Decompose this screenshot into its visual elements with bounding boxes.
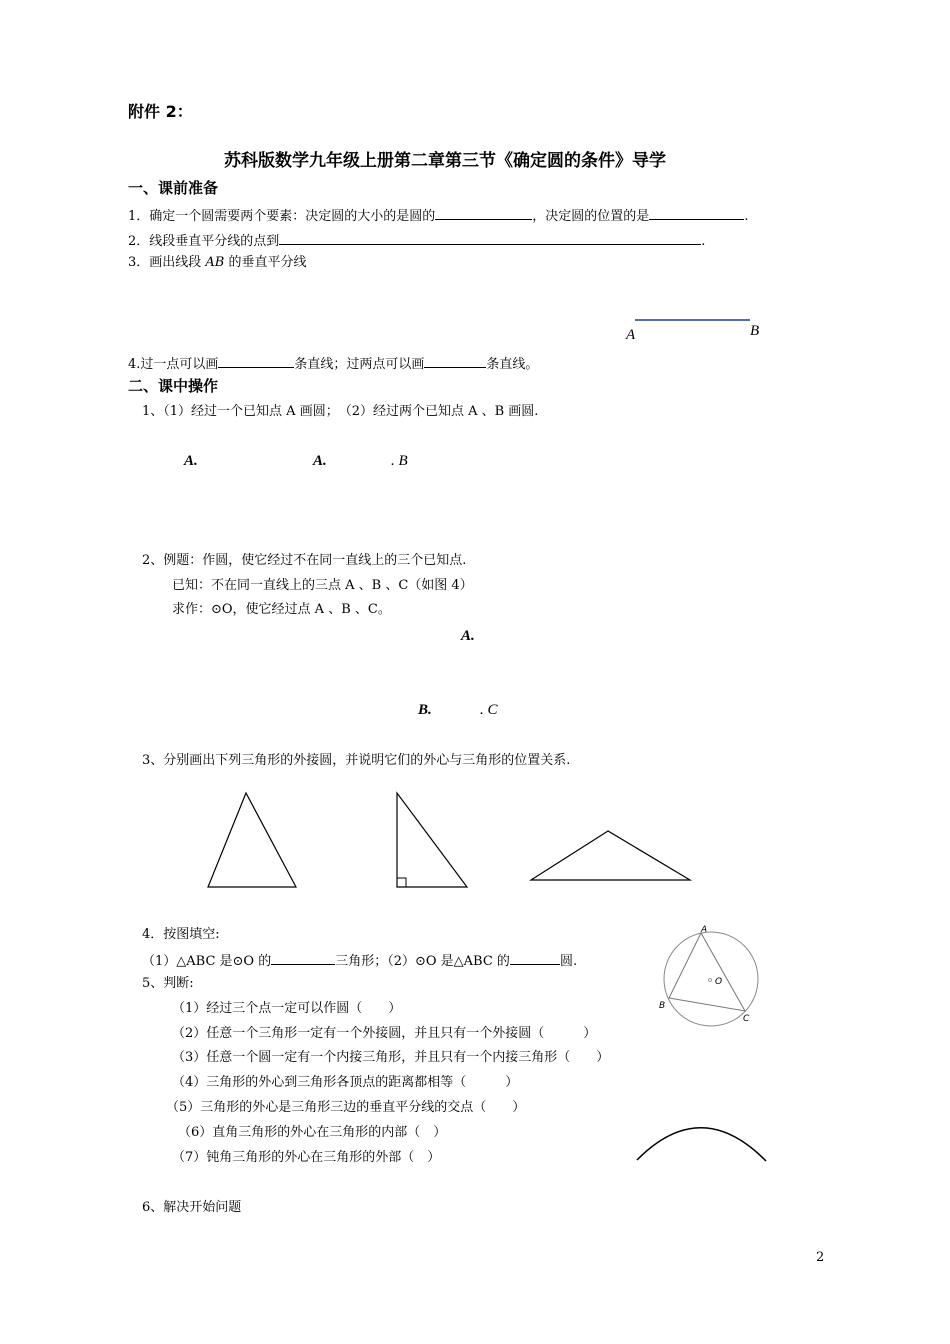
- example-point-b: B.: [418, 702, 432, 718]
- segment-label-a: A: [626, 327, 636, 343]
- item-4-part-a: （1）△ABC 是⊙O 的: [142, 954, 272, 969]
- item1-point-a2: A.: [313, 453, 327, 469]
- center-point-o: [709, 979, 712, 982]
- question-3-part-a: 3．画出线段: [128, 255, 206, 270]
- item-4: 4．按图填空:: [142, 927, 220, 942]
- inscribed-triangle: [669, 933, 745, 1011]
- obtuse-triangle: [531, 831, 690, 880]
- question-3-segment-name: AB: [205, 255, 225, 270]
- example-point-a: A.: [461, 628, 475, 644]
- section1-heading: 一、课前准备: [128, 179, 219, 197]
- item-2-given: 已知：不在同一直线上的三点 A 、B 、C（如图 4）: [172, 578, 473, 593]
- item-1: 1、（1）经过一个已知点 A 画圆； （2）经过两个已知点 A 、B 画圆.: [142, 404, 539, 419]
- question-4-part-a: 4.过一点可以画: [128, 357, 219, 372]
- question-1-part-b: ，决定圆的位置的是: [532, 209, 650, 224]
- circle-label-c: C: [743, 1014, 750, 1024]
- right-angle-mark: [397, 878, 406, 887]
- question-3-part-b: 的垂直平分线: [224, 255, 307, 270]
- page-number: 2: [816, 1250, 825, 1265]
- judgement-4: （4）三角形的外心到三角形各顶点的距离都相等（ ）: [172, 1075, 519, 1090]
- attachment-label: 附件 2：: [128, 102, 193, 121]
- question-4-part-b: 条直线；过两点可以画: [294, 357, 425, 372]
- example-point-c: . C: [480, 702, 498, 718]
- circle-label-b: B: [659, 1001, 666, 1011]
- question-4-part-c: 条直线。: [486, 357, 539, 372]
- right-triangle: [397, 793, 467, 887]
- page-title: 苏科版数学九年级上册第二章第三节《确定圆的条件》导学: [224, 151, 666, 171]
- item-4-part-c: 圆.: [559, 954, 578, 969]
- segment-label-b: B: [750, 323, 760, 339]
- item-5: 5、判断:: [142, 976, 194, 991]
- judgement-6: （6）直角三角形的外心在三角形的内部（ ）: [178, 1125, 447, 1140]
- item1-point-b: . B: [391, 453, 408, 469]
- item-2: 2、例题：作圆，使它经过不在同一直线上的三个已知点.: [142, 553, 467, 568]
- judgement-7: （7）钝角三角形的外心在三角形的外部（ ）: [172, 1150, 441, 1165]
- circle-label-a: A: [701, 925, 708, 935]
- circle-label-o: O: [715, 977, 723, 987]
- question-1-part-a: 1．确定一个圆需要两个要素：决定圆的大小的是圆的: [128, 209, 436, 224]
- item1-point-a1: A.: [184, 453, 198, 469]
- item-4-part-b: 三角形；（2）⊙O 是△ABC 的: [335, 954, 510, 969]
- item-2-ask: 求作：⊙O，使它经过点 A 、B 、C。: [172, 602, 391, 617]
- judgement-1: （1）经过三个点一定可以作圆（ ）: [172, 1001, 402, 1016]
- arc-figure: [637, 1128, 766, 1161]
- item-3: 3、分别画出下列三角形的外接圆，并说明它们的外心与三角形的位置关系.: [142, 753, 571, 768]
- question-2-end: .: [701, 234, 706, 249]
- question-1-end: .: [744, 209, 749, 224]
- judgement-2: （2）任意一个三角形一定有一个外接圆，并且只有一个外接圆（ ）: [172, 1026, 597, 1041]
- judgement-5: （5）三角形的外心是三角形三边的垂直平分线的交点（ ）: [166, 1100, 526, 1115]
- acute-triangle: [208, 793, 296, 887]
- item-6: 6、解决开始问题: [142, 1200, 242, 1215]
- section2-heading: 二、课中操作: [128, 377, 219, 395]
- judgement-3: （3）任意一个圆一定有一个内接三角形，并且只有一个内接三角形（ ）: [172, 1050, 610, 1065]
- question-2-text: 2．线段垂直平分线的点到: [128, 234, 280, 249]
